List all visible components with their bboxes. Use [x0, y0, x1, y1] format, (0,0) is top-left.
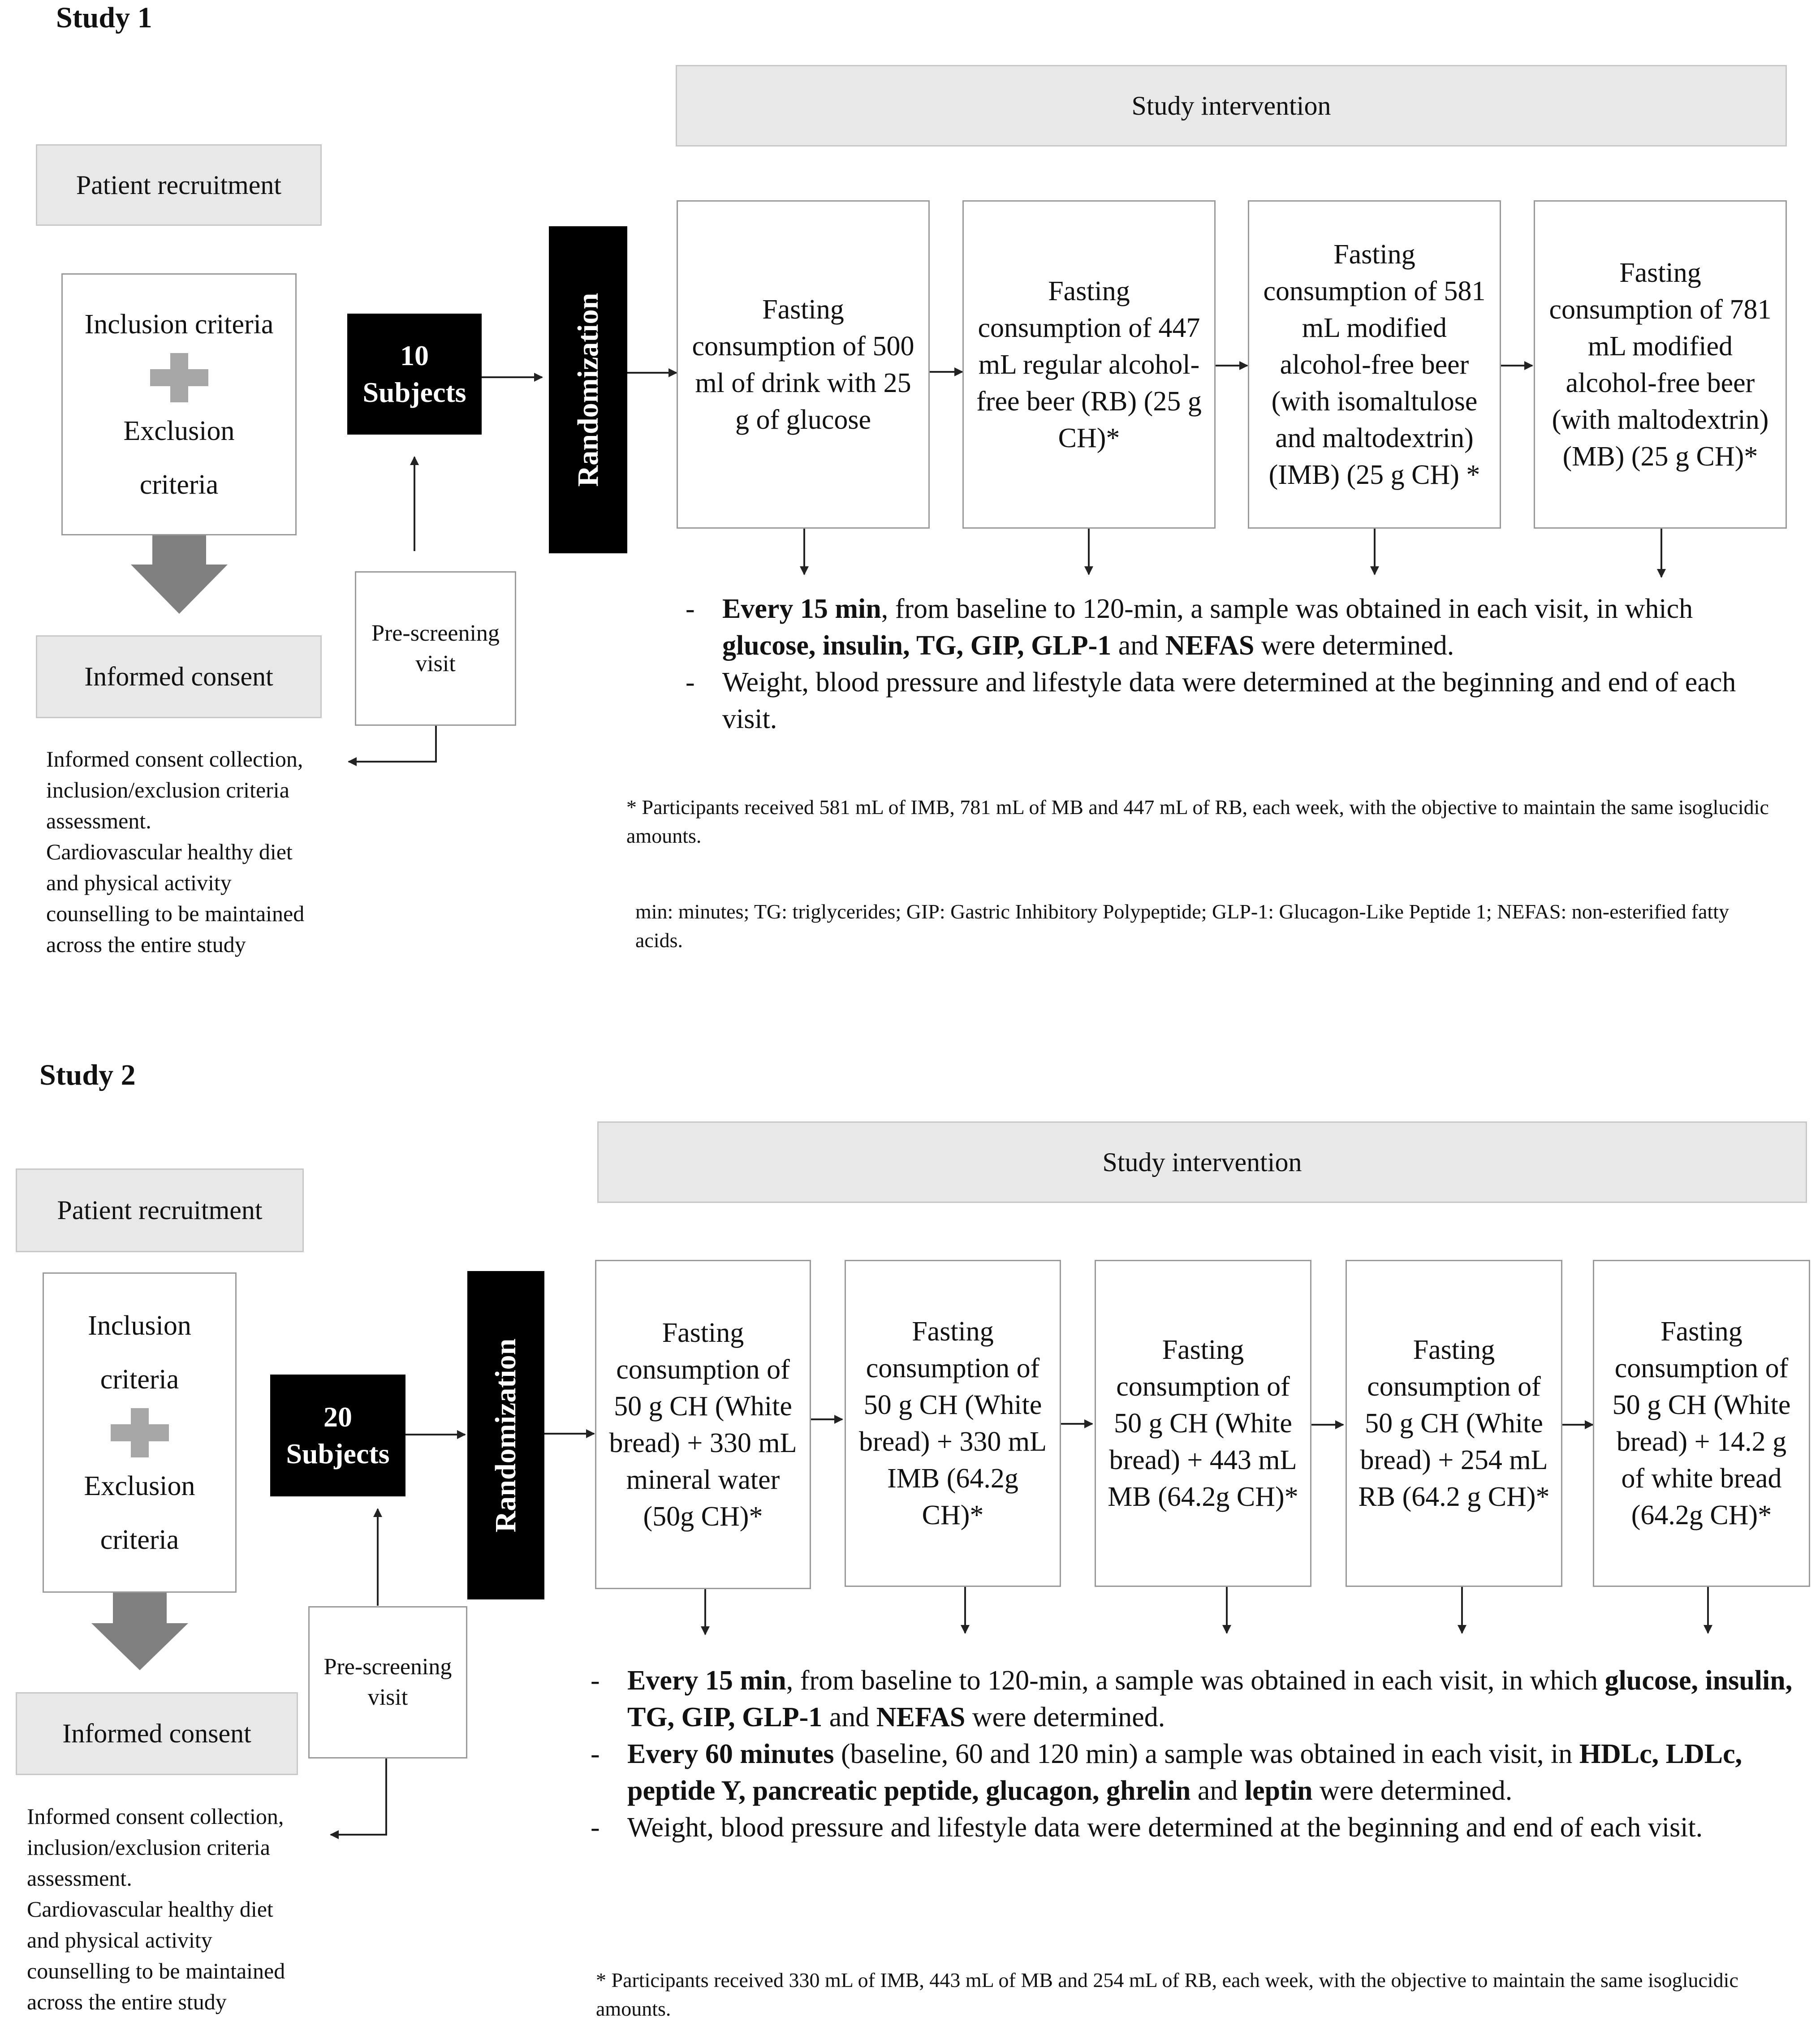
study2-subjects-count: 20: [323, 1401, 352, 1433]
consent-note-line: inclusion/exclusion criteria: [46, 777, 289, 802]
arm-text: Fasting consumption of 50 g CH (White bread) + 330 mL IMB (64.2g CH)*: [859, 1316, 1047, 1530]
arm-text: Fasting consumption of 781 mL modified alcohol-free beer (with maltodextrin) (MB) (25 g CH)*: [1549, 257, 1772, 472]
study1-abbreviations: min: minutes; TG: triglycerides; GIP: Gastric Inhibitory Polypeptide; GLP-1: Glucagon-Like Peptide 1; NEFAS: non-esterified fatty acids.: [635, 900, 1729, 952]
study1-consent-label: Informed consent: [84, 662, 273, 691]
consent-note-line: Informed consent collection,: [46, 746, 303, 771]
study2-intervention-label: Study intervention: [1102, 1147, 1302, 1177]
study1-consent-notes: [46, 744, 360, 960]
arm-text: Fasting consumption of 50 g CH (White bread) + 443 mL MB (64.2g CH)*: [1108, 1335, 1298, 1512]
study1-recruitment-label: Patient recruitment: [76, 170, 282, 200]
arm-text: Fasting consumption of 50 g CH (White bread) + 254 mL RB (64.2 g CH)*: [1358, 1335, 1550, 1512]
study2-exclusion-line1: Exclusion: [84, 1470, 195, 1501]
study2-bullet-2: - Every 60 minutes (baseline, 60 and 120 min) a sample was obtained in each visit, in HDLc, LDLc, peptide Y, pancreatic peptide, glucagon, ghrelin and leptin were determined.: [591, 1739, 1742, 1806]
study2-consent-notes: [27, 1801, 341, 2017]
arm-text: Fasting consumption of 50 g CH (White bread) + 330 mL mineral water (50g CH)*: [609, 1317, 797, 1532]
study2-criteria-box: [43, 1272, 237, 1593]
study1-subjects-count: 10: [400, 340, 429, 371]
consent-note-line: across the entire study: [27, 1989, 227, 2014]
study1-arm-2: [962, 200, 1216, 529]
study1-inclusion-label: Inclusion criteria: [84, 309, 274, 340]
study2-footnote: * Participants received 330 mL of IMB, 443 mL of MB and 254 mL of RB, each week, with the objective to maintain the same isoglucidic amounts.: [596, 1969, 1738, 2020]
study2-consent-box: [16, 1692, 298, 1775]
study2-arm-1: [595, 1260, 811, 1589]
study2-inclusion-line2: criteria: [100, 1364, 179, 1395]
study2-inclusion-line1: Inclusion: [88, 1310, 191, 1341]
consent-note-line: assessment.: [46, 808, 151, 833]
consent-note-line: inclusion/exclusion criteria: [27, 1835, 270, 1860]
study2-bullet-3: - Weight, blood pressure and lifestyle data were determined at the beginning and end of each visit.: [591, 1812, 1703, 1843]
consent-note-line: across the entire study: [46, 932, 246, 957]
study1-bullet-2: - Weight, blood pressure and lifestyle data were determined at the beginning and end of each visit.: [686, 667, 1736, 734]
study2-exclusion-line2: criteria: [100, 1524, 179, 1555]
study2-recruitment-box: [16, 1168, 304, 1252]
arm-text: Fasting consumption of 50 g CH (White bread) + 14.2 g of white bread (64.2g CH)*: [1612, 1316, 1791, 1530]
study1-bullets: [686, 590, 1792, 737]
study2-arm-4: [1346, 1260, 1562, 1587]
study2-subjects-label: Subjects: [286, 1438, 390, 1470]
study1-prescreening-label: Pre-screening visit: [371, 620, 500, 677]
plus-icon: [150, 353, 208, 402]
study2-title: Study 2: [39, 1059, 136, 1091]
arrow-prescreening-to-notes: [349, 726, 436, 762]
study1-exclusion-line2: criteria: [139, 469, 219, 500]
down-arrow-study2: [91, 1593, 188, 1670]
study1-consent-box: [36, 635, 322, 718]
study2-recruitment-label: Patient recruitment: [57, 1195, 263, 1225]
study2-randomization-label: Randomization: [489, 1338, 522, 1532]
study2-prescreening-box: [308, 1606, 467, 1758]
consent-note-line: Cardiovascular healthy diet: [27, 1896, 273, 1922]
study2-subjects-box: [270, 1375, 405, 1496]
arm-text: Fasting consumption of 447 mL regular alcohol-free beer (RB) (25 g CH)*: [976, 276, 1202, 453]
consent-note-line: and physical activity: [46, 870, 232, 895]
consent-note-line: Cardiovascular healthy diet: [46, 839, 293, 864]
study2-arm-3: [1095, 1260, 1311, 1587]
study1-recruitment-box: [36, 144, 322, 226]
study2-arm-5: [1593, 1260, 1810, 1587]
study1-intervention-label: Study intervention: [1131, 91, 1331, 121]
study2-intervention-banner: [597, 1121, 1807, 1203]
study2-bullets: [591, 1662, 1800, 1846]
study1-subjects-box: [347, 314, 482, 435]
study1-intervention-banner: [676, 65, 1787, 147]
arm-text: Fasting consumption of 500 ml of drink with 25 g of glucose: [692, 294, 914, 435]
down-arrow-study1: [131, 535, 228, 614]
study1-prescreening-box: [355, 571, 516, 726]
study1-arm-4: [1534, 200, 1787, 529]
consent-note-line: counselling to be maintained: [27, 1958, 285, 1983]
study2-prescreening-label: Pre-screening visit: [323, 1654, 452, 1710]
consent-note-line: counselling to be maintained: [46, 901, 305, 926]
study1-randomization-label: Randomization: [571, 293, 604, 487]
study1-criteria-box: [61, 273, 297, 535]
plus-icon: [111, 1408, 169, 1457]
study2-randomization-box: [467, 1271, 544, 1599]
consent-note-line: assessment.: [27, 1866, 132, 1891]
study1-title: Study 1: [56, 1, 152, 34]
consent-note-line: Informed consent collection,: [27, 1804, 284, 1829]
study1-arm-1: [677, 200, 930, 529]
consent-note-line: and physical activity: [27, 1927, 212, 1952]
study1-randomization-box: [549, 226, 627, 553]
study2-bullet-1: - Every 15 min, from baseline to 120-min, a sample was obtained in each visit, in which glucose, insulin, TG, GIP, GLP-1 and NEFAS were determined.: [591, 1665, 1793, 1733]
study1-exclusion-line1: Exclusion: [123, 415, 235, 446]
study2-consent-label: Informed consent: [62, 1719, 251, 1748]
study1-subjects-label: Subjects: [362, 376, 466, 408]
study1-footnote: * Participants received 581 mL of IMB, 781 mL of MB and 447 mL of RB, each week, with the objective to maintain the same isoglucidic amounts.: [626, 796, 1769, 847]
study1-bullet-1: - Every 15 min, from baseline to 120-min, a sample was obtained in each visit, in which glucose, insulin, TG, GIP, GLP-1 and NEFAS were determined.: [686, 594, 1693, 661]
study1-arm-3: [1248, 200, 1501, 529]
study2-arm-2: [845, 1260, 1061, 1587]
arm-text: Fasting consumption of 581 mL modified alcohol-free beer (with isomaltulose and maltodextrin) (IMB) (25 g CH) *: [1263, 239, 1486, 490]
